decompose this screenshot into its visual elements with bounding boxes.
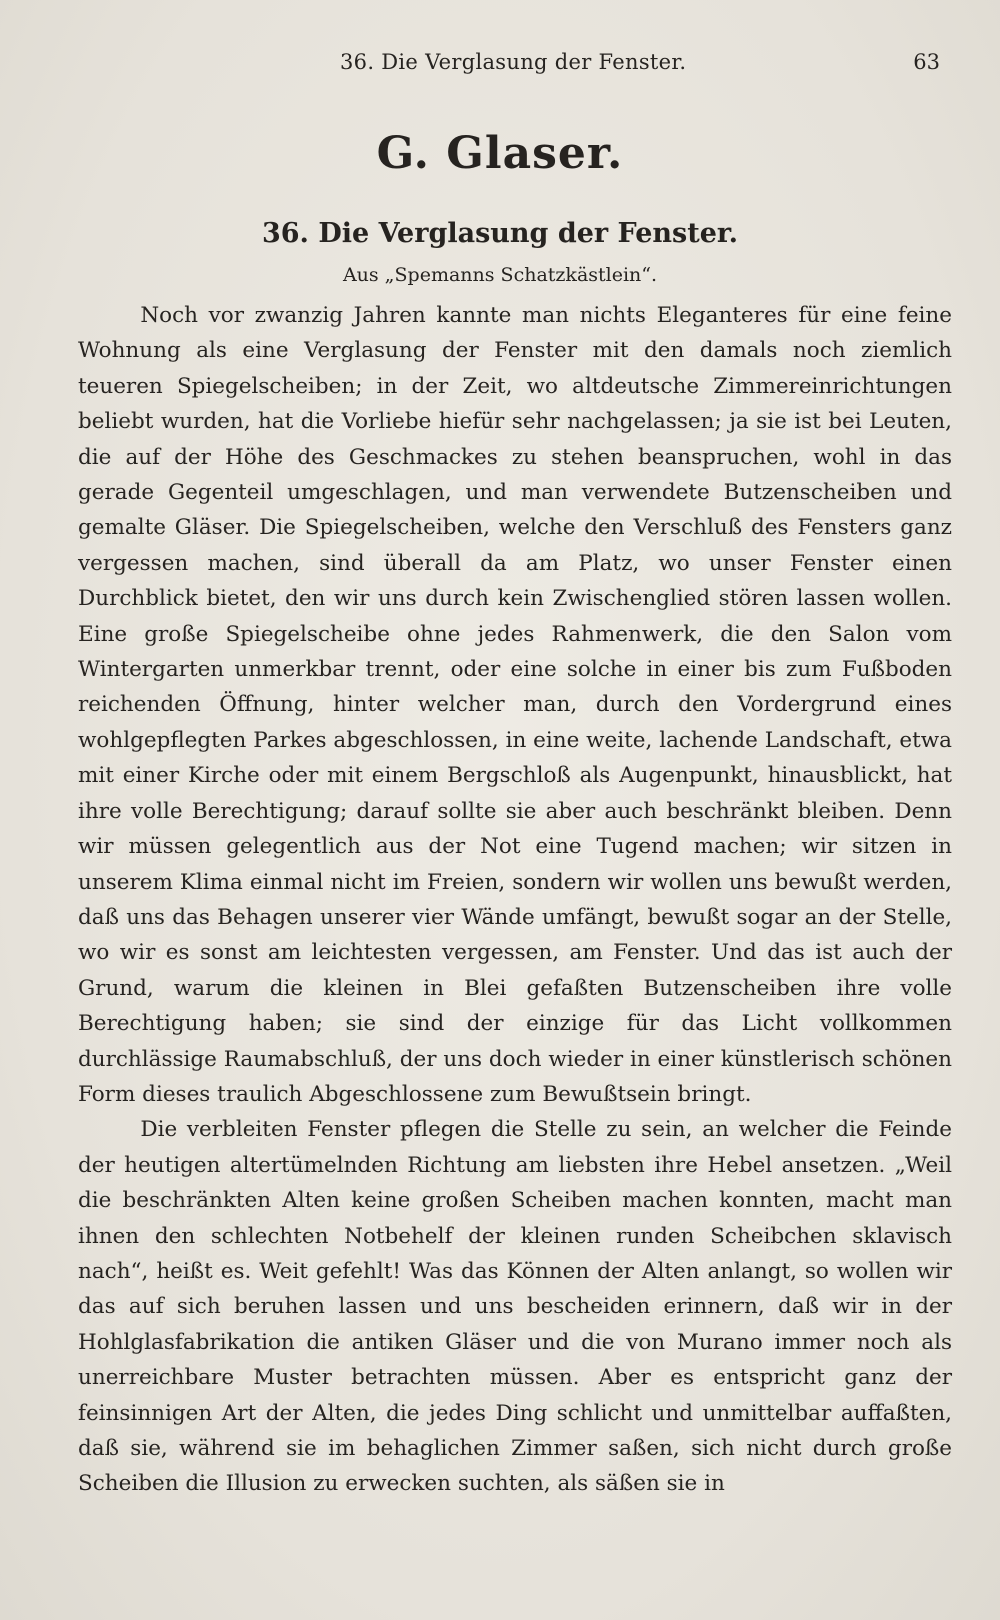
- running-header-title: 36. Die Verglasung der Fenster.: [340, 50, 687, 74]
- section-heading: G. Glaser.: [376, 128, 624, 179]
- chapter-title: 36. Die Verglasung der Fenster.: [261, 218, 739, 249]
- page-number: 63: [913, 50, 940, 74]
- paragraph-1: Noch vor zwanzig Jahren kannte man nichts Eleganteres für eine feine Wohnung als eine Verglasung der Fenster mit den damals noch ziemlich teueren Spiegelscheiben; in der Zeit, wo altdeutsche Zimmereinrichtungen beliebt wurden, hat die Vorliebe hiefür sehr nachgelassen; ja sie ist bei Leuten, die auf der Höhe des Geschmackes zu stehen beanspruchen, wohl in das gerade Gegenteil umgeschlagen, und man verwendete Butzenscheiben und gemalte Gläser. Die Spiegelscheiben, welche den Verschluß des Fensters ganz vergessen machen, sind überall da am Platz, wo unser Fenster einen Durchblick bietet, den wir uns durch kein Zwischenglied stören lassen wollen. Eine große Spiegelscheibe ohne jedes Rahmenwerk, die den Salon vom Wintergarten unmerkbar trennt, oder eine solche in einer bis zum Fußboden reichenden Öffnung, hinter welcher man, durch den Vordergrund eines wohlgepflegten Parkes abgeschlossen, in eine weite, lachende Landschaft, etwa mit einer Kirche oder mit einem Bergschloß als Augenpunkt, hinausblickt, hat ihre volle Berechtigung; darauf sollte sie aber auch beschränkt bleiben. Denn wir müssen gelegentlich aus der Not eine Tugend machen; wir sitzen in unserem Klima einmal nicht im Freien, sondern wir wollen uns bewußt werden, daß uns das Behagen unserer vier Wände umfängt, bewußt sogar an der Stelle, wo wir es sonst am leichtesten vergessen, am Fenster. Und das ist auch der Grund, warum die kleinen in Blei gefaßten Butzenscheiben ihre volle Berechtigung haben; sie sind der einzige für das Licht vollkommen durchlässige Raumabschluß, der uns doch wieder in einer künstlerisch schönen Form dieses traulich Abgeschlossene zum Bewußtsein bringt.: [78, 303, 952, 1107]
- paragraph-2: Die verbleiten Fenster pflegen die Stelle zu sein, an welcher die Feinde der heutigen altertümelnden Richtung am liebsten ihre Hebel ansetzen. „Weil die beschränkten Alten keine großen Scheiben machen konnten, macht man ihnen den schlechten Notbehelf der kleinen runden Scheibchen sklavisch nach“, heißt es. Weit gefehlt! Was das Können der Alten anlangt, so wollen wir das auf sich beruhen lassen und uns bescheiden erinnern, daß wir in der Hohlglasfabrikation die antiken Gläser und die von Murano immer noch als unerreichbare Muster betrachten müssen. Aber es entspricht ganz der feinsinnigen Art der Alten, die jedes Ding schlicht und unmittelbar auffaßten, daß sie, während sie im behaglichen Zimmer saßen, sich nicht durch große Scheiben die Illusion zu erwecken suchten, als säßen sie in: [78, 1117, 952, 1497]
- source-attribution: Aus „Spemanns Schatzkästlein“.: [342, 264, 658, 286]
- body-text: [78, 298, 952, 1502]
